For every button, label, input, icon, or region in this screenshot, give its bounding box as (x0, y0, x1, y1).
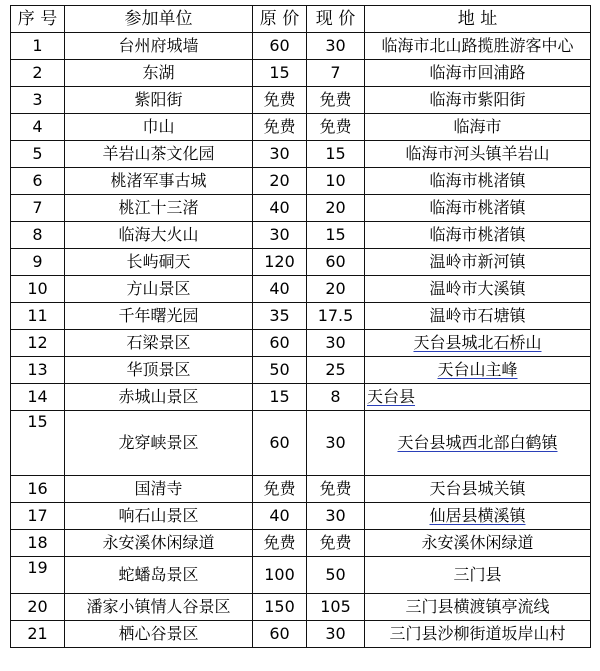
cell-address: 温岭市新河镇 (365, 249, 591, 276)
header-no: 序 号 (11, 6, 65, 33)
cell-current-price: 免费 (307, 114, 365, 141)
address-link[interactable]: 天台县城西北部白鹤镇 (397, 433, 558, 452)
cell-current-price: 30 (307, 33, 365, 60)
cell-original-price: 120 (253, 249, 307, 276)
header-row (11, 6, 591, 33)
cell-unit: 桃江十三渚 (65, 195, 253, 222)
cell-address: 临海市河头镇羊岩山 (365, 141, 591, 168)
table-row (11, 330, 591, 357)
cell-address (365, 357, 591, 384)
table-row (11, 87, 591, 114)
cell-original-price: 40 (253, 195, 307, 222)
cell-address: 临海市桃渚镇 (365, 168, 591, 195)
cell-original-price: 100 (253, 557, 307, 594)
cell-no: 1 (11, 33, 65, 60)
cell-original-price: 40 (253, 503, 307, 530)
cell-address: 三门县沙柳街道坂岸山村 (365, 621, 591, 648)
cell-unit: 羊岩山茶文化园 (65, 141, 253, 168)
cell-original-price: 免费 (253, 87, 307, 114)
address-link[interactable]: 天台山主峰 (437, 360, 518, 379)
cell-address: 临海市桃渚镇 (365, 222, 591, 249)
cell-no: 5 (11, 141, 65, 168)
cell-address: 天台县城关镇 (365, 476, 591, 503)
table-row (11, 141, 591, 168)
cell-current-price: 105 (307, 594, 365, 621)
table-row (11, 276, 591, 303)
cell-original-price: 免费 (253, 476, 307, 503)
cell-no: 6 (11, 168, 65, 195)
cell-unit: 东湖 (65, 60, 253, 87)
cell-no: 7 (11, 195, 65, 222)
cell-original-price: 免费 (253, 114, 307, 141)
cell-original-price: 60 (253, 33, 307, 60)
address-link[interactable]: 仙居县横溪镇 (429, 506, 526, 525)
cell-unit: 桃渚军事古城 (65, 168, 253, 195)
cell-unit: 石梁景区 (65, 330, 253, 357)
table-row (11, 303, 591, 330)
cell-no: 2 (11, 60, 65, 87)
header-original-price: 原 价 (253, 6, 307, 33)
cell-original-price: 30 (253, 222, 307, 249)
cell-current-price: 20 (307, 276, 365, 303)
cell-current-price: 30 (307, 330, 365, 357)
cell-unit: 潘家小镇情人谷景区 (65, 594, 253, 621)
cell-address (365, 411, 591, 476)
cell-no: 13 (11, 357, 65, 384)
address-link[interactable]: 天台县城北石桥山 (413, 333, 542, 352)
table-row (11, 557, 591, 594)
cell-no: 16 (11, 476, 65, 503)
cell-no: 12 (11, 330, 65, 357)
cell-address (365, 330, 591, 357)
cell-original-price: 15 (253, 384, 307, 411)
cell-no: 3 (11, 87, 65, 114)
cell-no: 18 (11, 530, 65, 557)
table-row (11, 222, 591, 249)
cell-unit: 台州府城墙 (65, 33, 253, 60)
cell-address: 临海市 (365, 114, 591, 141)
cell-no: 9 (11, 249, 65, 276)
cell-no: 4 (11, 114, 65, 141)
cell-unit: 巾山 (65, 114, 253, 141)
table-row (11, 195, 591, 222)
cell-current-price: 8 (307, 384, 365, 411)
cell-original-price: 60 (253, 411, 307, 476)
cell-original-price: 150 (253, 594, 307, 621)
cell-no: 20 (11, 594, 65, 621)
cell-no: 11 (11, 303, 65, 330)
cell-no: 10 (11, 276, 65, 303)
cell-unit: 栖心谷景区 (65, 621, 253, 648)
cell-original-price: 40 (253, 276, 307, 303)
cell-unit: 赤城山景区 (65, 384, 253, 411)
cell-original-price: 60 (253, 330, 307, 357)
cell-original-price: 35 (253, 303, 307, 330)
table-row (11, 530, 591, 557)
table-row (11, 594, 591, 621)
cell-current-price: 30 (307, 621, 365, 648)
cell-current-price: 免费 (307, 530, 365, 557)
cell-unit: 千年曙光园 (65, 303, 253, 330)
cell-original-price: 60 (253, 621, 307, 648)
cell-current-price: 50 (307, 557, 365, 594)
cell-original-price: 免费 (253, 530, 307, 557)
table-row (11, 60, 591, 87)
header-current-price: 现 价 (307, 6, 365, 33)
cell-no: 19 (11, 557, 65, 594)
cell-unit: 永安溪休闲绿道 (65, 530, 253, 557)
address-link[interactable]: 天台县 (367, 387, 416, 406)
table-row (11, 503, 591, 530)
cell-current-price: 17.5 (307, 303, 365, 330)
price-table-container (10, 5, 591, 648)
cell-address: 临海市紫阳街 (365, 87, 591, 114)
header-unit: 参加单位 (65, 6, 253, 33)
cell-original-price: 15 (253, 60, 307, 87)
cell-no: 21 (11, 621, 65, 648)
table-row (11, 476, 591, 503)
cell-unit: 龙穿峡景区 (65, 411, 253, 476)
table-row (11, 411, 591, 476)
cell-address: 临海市桃渚镇 (365, 195, 591, 222)
table-row (11, 621, 591, 648)
cell-unit: 国清寺 (65, 476, 253, 503)
cell-original-price: 20 (253, 168, 307, 195)
cell-current-price: 10 (307, 168, 365, 195)
cell-unit: 方山景区 (65, 276, 253, 303)
cell-current-price: 7 (307, 60, 365, 87)
cell-unit: 华顶景区 (65, 357, 253, 384)
cell-no: 15 (11, 411, 65, 476)
table-row (11, 249, 591, 276)
cell-current-price: 20 (307, 195, 365, 222)
cell-address: 三门县横渡镇亭流线 (365, 594, 591, 621)
cell-unit: 长屿硐天 (65, 249, 253, 276)
cell-unit: 紫阳街 (65, 87, 253, 114)
cell-address (365, 384, 591, 411)
table-row (11, 168, 591, 195)
cell-current-price: 30 (307, 503, 365, 530)
cell-address: 临海市回浦路 (365, 60, 591, 87)
cell-unit: 响石山景区 (65, 503, 253, 530)
cell-current-price: 15 (307, 222, 365, 249)
cell-address: 临海市北山路揽胜游客中心 (365, 33, 591, 60)
cell-current-price: 15 (307, 141, 365, 168)
cell-address: 温岭市大溪镇 (365, 276, 591, 303)
cell-current-price: 30 (307, 411, 365, 476)
header-address: 地 址 (365, 6, 591, 33)
cell-unit: 蛇蟠岛景区 (65, 557, 253, 594)
cell-no: 8 (11, 222, 65, 249)
cell-original-price: 50 (253, 357, 307, 384)
table-row (11, 114, 591, 141)
cell-address (365, 503, 591, 530)
cell-current-price: 60 (307, 249, 365, 276)
cell-original-price: 30 (253, 141, 307, 168)
cell-current-price: 免费 (307, 476, 365, 503)
cell-unit: 临海大火山 (65, 222, 253, 249)
cell-no: 17 (11, 503, 65, 530)
table-row (11, 384, 591, 411)
cell-current-price: 免费 (307, 87, 365, 114)
scenic-price-table (10, 5, 591, 648)
cell-address: 永安溪休闲绿道 (365, 530, 591, 557)
cell-current-price: 25 (307, 357, 365, 384)
table-row (11, 33, 591, 60)
cell-address: 三门县 (365, 557, 591, 594)
cell-address: 温岭市石塘镇 (365, 303, 591, 330)
table-row (11, 357, 591, 384)
cell-no: 14 (11, 384, 65, 411)
